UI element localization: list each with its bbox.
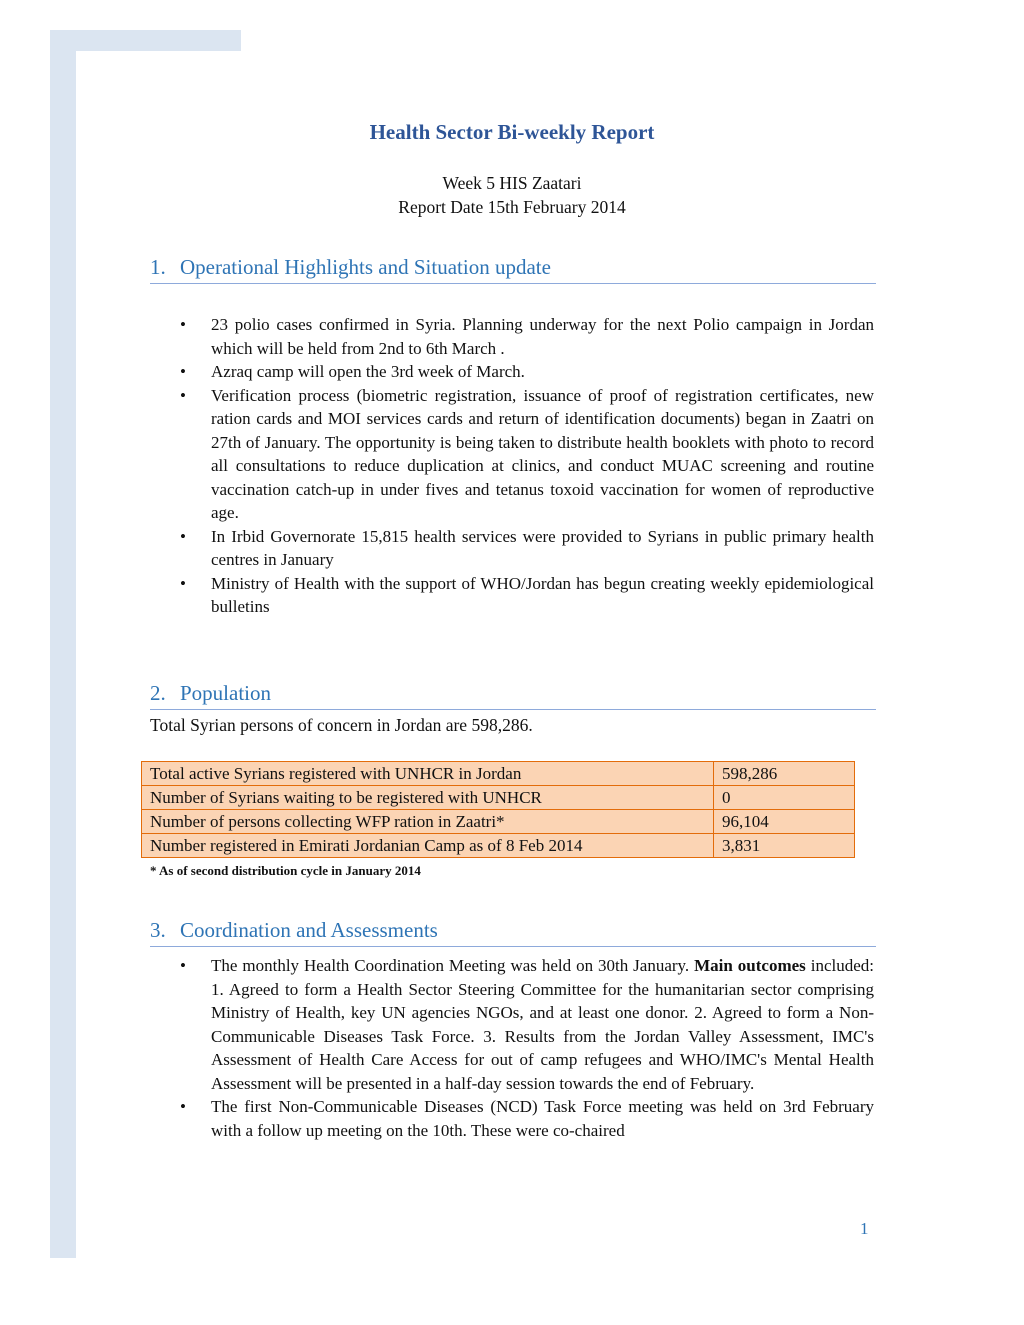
page-number: 1 xyxy=(860,1219,869,1238)
section-heading-operational-highlights xyxy=(150,254,876,284)
report-title: Health Sector Bi-weekly Report xyxy=(369,120,655,144)
section-title: Population xyxy=(180,681,272,705)
list-item xyxy=(180,1095,874,1142)
section-title: Operational Highlights and Situation update xyxy=(180,255,551,279)
bold-phrase: Main outcomes xyxy=(694,956,806,975)
table-row xyxy=(142,810,855,834)
table-cell-label: Number registered in Emirati Jordanian Camp as of 8 Feb 2014 xyxy=(142,834,714,858)
population-intro: Total Syrian persons of concern in Jordan are 598,286. xyxy=(150,715,533,735)
report-date: Report Date 15th February 2014 xyxy=(398,197,626,217)
decorative-corner-bar xyxy=(50,30,241,51)
list-item xyxy=(180,954,874,1095)
table-cell-value: 96,104 xyxy=(714,810,855,834)
section-title: Coordination and Assessments xyxy=(180,918,438,942)
table-row xyxy=(142,834,855,858)
table-footnote: * As of second distribution cycle in January 2014 xyxy=(150,863,421,878)
bullet-text: The first Non-Communicable Diseases (NCD) Task Force meeting was held on 3rd February with a follow up meeting on the 10th. These were co-chaired xyxy=(211,1097,874,1140)
week-line: Week 5 HIS Zaatari xyxy=(442,173,582,193)
table-cell-value: 3,831 xyxy=(714,834,855,858)
list-item: • Azraq camp will open the 3rd week of March. xyxy=(180,360,874,384)
list-item: • In Irbid Governorate 15,815 health services were provided to Syrians in public primary health centres in January xyxy=(180,525,874,572)
population-table xyxy=(141,761,855,858)
table-row xyxy=(142,762,855,786)
highlights-list xyxy=(180,313,874,619)
section-number: 1. xyxy=(150,255,166,279)
section-number: 3. xyxy=(150,918,166,942)
bullet-text: The monthly Health Coordination Meeting was held on 30th January. xyxy=(211,956,695,975)
table-cell-value: 598,286 xyxy=(714,762,855,786)
section-heading-coordination xyxy=(150,917,876,947)
table-cell-label: Total active Syrians registered with UNHCR in Jordan xyxy=(142,762,714,786)
table-cell-label: Number of persons collecting WFP ration in Zaatri* xyxy=(142,810,714,834)
section-number: 2. xyxy=(150,681,166,705)
list-item: • Ministry of Health with the support of WHO/Jordan has begun creating weekly epidemiological bulletins xyxy=(180,572,874,619)
list-item: • 23 polio cases confirmed in Syria. Planning underway for the next Polio campaign in Jordan which will be held from 2nd to 6th March . xyxy=(180,313,874,360)
table-cell-label: Number of Syrians waiting to be registered with UNHCR xyxy=(142,786,714,810)
table-cell-value: 0 xyxy=(714,786,855,810)
coordination-list xyxy=(180,954,874,1142)
table-row xyxy=(142,786,855,810)
bullet-text: included: 1. Agreed to form a Health Sector Steering Committee for the humanitarian sector comprising Ministry of Health, key UN agencies NGOs, and at least one donor. 2. Agreed to form a Non-Communicable Diseases Task Force. 3. Results from the Jordan Valley Assessment, IMC's Assessment of Health Care Access for out of camp refugees and WHO/IMC's Mental Health Assessment will be presented in a half-day session towards the end of February. xyxy=(211,956,874,1093)
list-item: • Verification process (biometric registration, issuance of proof of registration certificates, new ration cards and MOI services cards and return of identification documents) began in Zaatri on 27th of January. The opportunity is being taken to distribute health booklets with photo to record all consultations to reduce duplication at clinics, and conduct MUAC screening and routine vaccination catch-up in under fives and tetanus toxoid vaccination for women of reproductive age. xyxy=(180,384,874,525)
section-heading-population xyxy=(150,680,876,710)
